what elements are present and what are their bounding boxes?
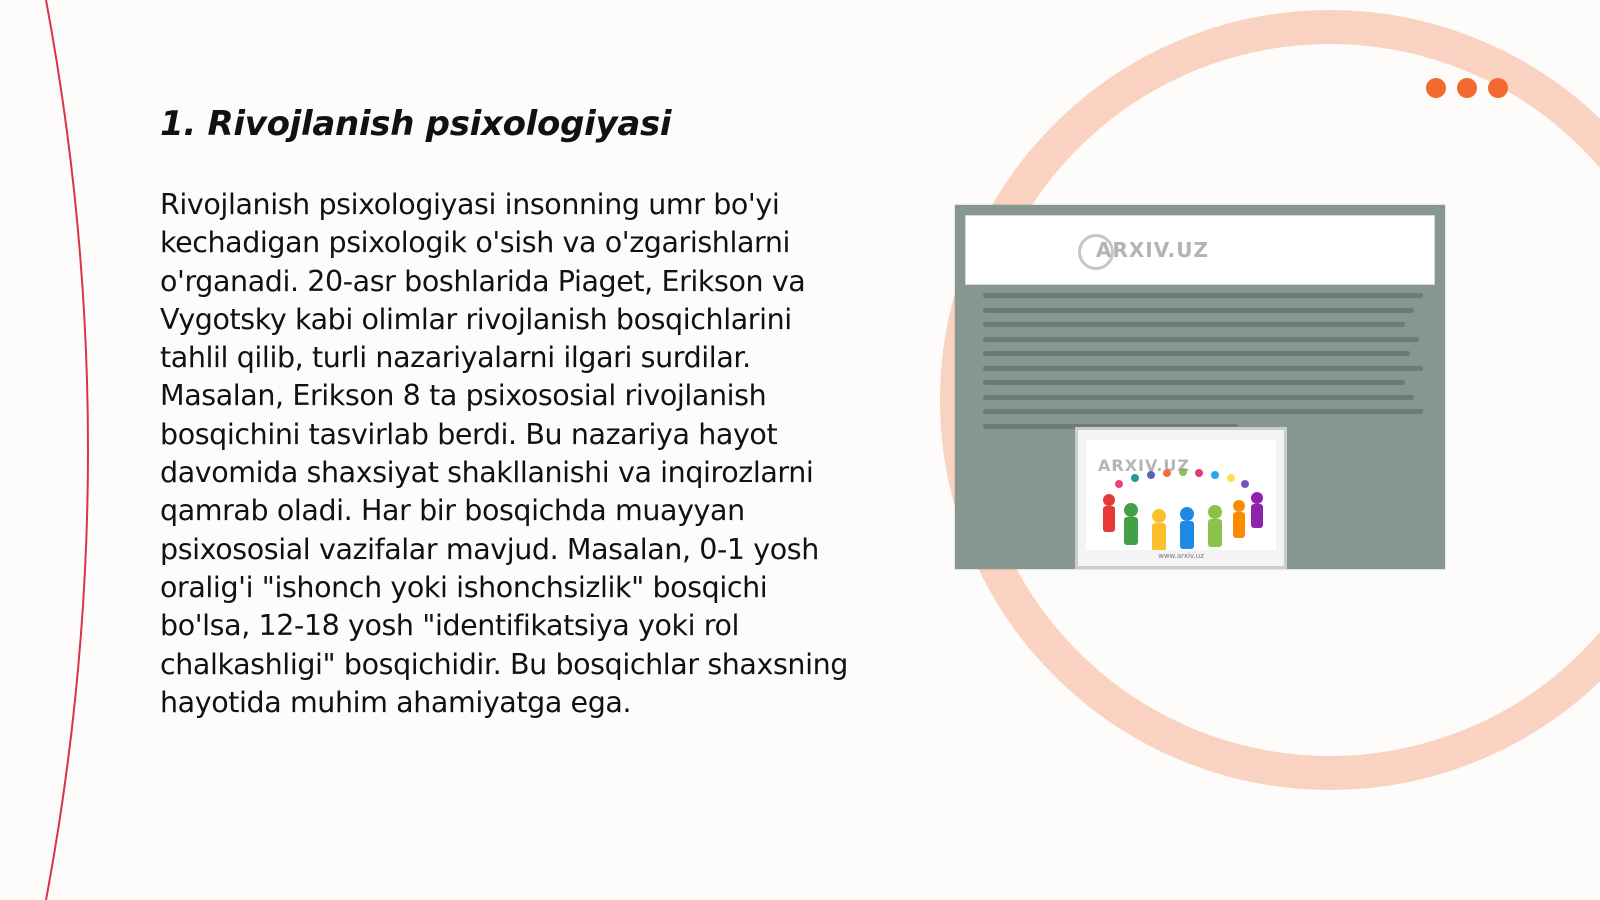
dot (1457, 78, 1477, 98)
thumbnail-image (1075, 427, 1287, 569)
slide-title: 1. Rivojlanish psixologiyasi (160, 104, 672, 144)
dot (1488, 78, 1508, 98)
more-dots-icon (1426, 78, 1508, 98)
people-circle-illustration (1086, 440, 1276, 550)
slide-body-text: Rivojlanish psixologiyasi insonning umr bo'yi kechadigan psixologik o'sish va o'zgarishlarni o'rganadi. 20-asr boshlarida Piaget, Erikson va Vygotsky kabi olimlar rivojlanish bosqichlarini tahlil qilib, turli nazariyalarni ilgari surdilar. Masalan, Erikson 8 ta psixososial rivojlanish bosqichini tasvirlab berdi. Bu nazariya hayot davomida shaxsiyat shakllanishi va inqirozlarni qamrab oladi. Har bir bosqichda muayyan psixososial vazifalar mavjud. Masalan, 0-1 yosh oralig'i "ishonch yoki ishonchsizlik" bosqichi bo'lsa, 12-18 yosh "identifikatsiya yoki rol chalkashligi" bosqichidir. Bu bosqichlar shaxsning hayotida muhim ahamiyatga ega. (160, 188, 848, 719)
document-scan-image (955, 205, 1445, 569)
decorative-line (46, 0, 88, 900)
scan-header (965, 215, 1435, 285)
thumbnail-caption: www.arxiv.uz (1158, 552, 1204, 560)
thumbnail-watermark: ARXIV.UZ (1098, 456, 1190, 475)
watermark: ARXIV.UZ (1096, 238, 1209, 262)
scan-text-lines (983, 293, 1423, 438)
dot (1426, 78, 1446, 98)
